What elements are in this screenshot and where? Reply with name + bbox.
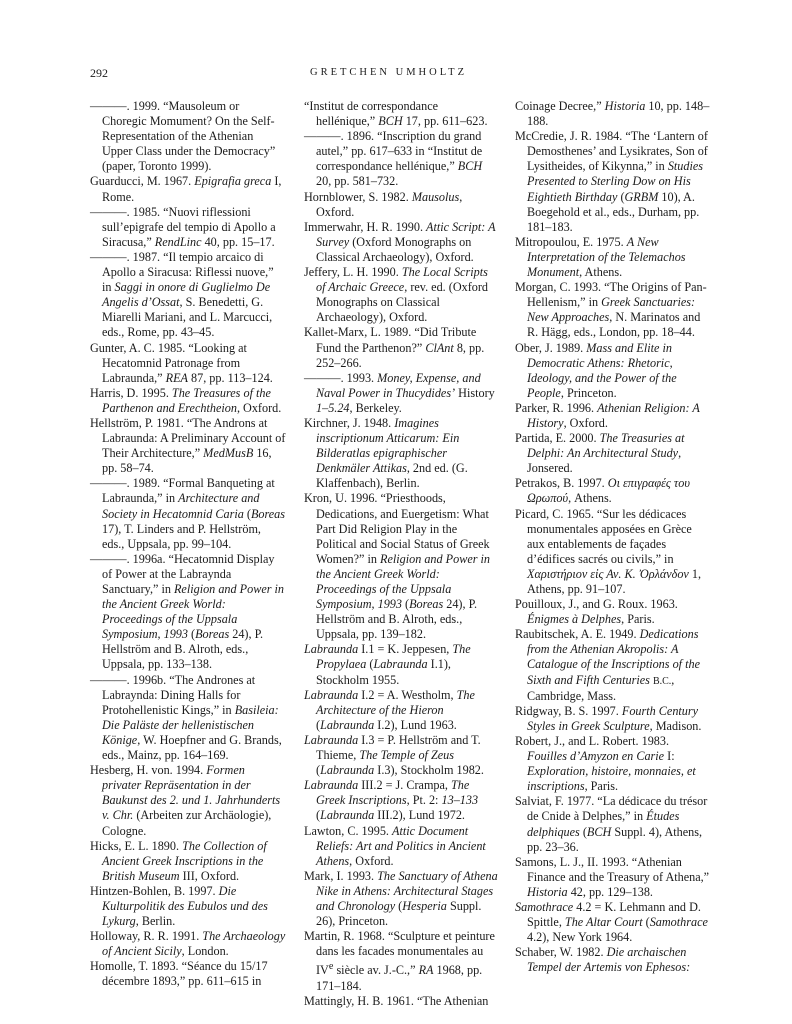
bibliography-entry: ———. 1989. “Formal Banqueting at Labraunda,” in Architecture and Society in Hecatomnid Caria (Boreas 17), T. Linders and P. Hellström, eds., Uppsala, pp. 99–104. <box>90 476 286 551</box>
bibliography-entry: ———. 1896. “Inscription du grand autel,” pp. 617–633 in “Institut de correspondance hellénique,” BCH 20, pp. 581–732. <box>304 129 483 189</box>
bibliography-entry: Coinage Decree,” Historia 10, pp. 148–188. <box>515 99 710 129</box>
bibliography-entry: Labraunda I.3 = P. Hellström and T. Thieme, The Temple of Zeus (Labraunda I.3), Stockholm 1982. <box>304 732 484 778</box>
bibliography-entry: Kron, U. 1996. “Priesthoods, Dedications, and Euergetism: What Part Did Religion Play in the Political and Social Status of Greek Women?” in Religion and Power in the Ancient Greek World: Proceedings of the Uppsala Symposium, 1993 (Boreas 24), P. Hellström and B. Alroth, eds., Uppsala, pp. 139–182. <box>304 491 491 642</box>
bibliography-entry: Harris, D. 1995. The Treasures of the Parthenon and Erechtheion, Oxford. <box>90 385 282 415</box>
bibliography-entry: Jeffery, L. H. 1990. The Local Scripts of Archaic Greece, rev. ed. (Oxford Monographs on Classical Archaeology), Oxford. <box>304 265 489 325</box>
bibliography-entry: Hintzen-Bohlen, B. 1997. Die Kulturpolitik des Eubulos und des Lykurg, Berlin. <box>90 883 268 929</box>
bibliography-entry: ———. 1987. “Il tempio arcaico di Apollo a Siracusa: Riflessi nuove,” in Saggi in onore di Guglielmo De Angelis d’Ossat, S. Benedetti, G. Miarelli Mariani, and L. Marcucci, eds., Rome, pp. 43–45. <box>90 249 274 340</box>
bibliography-entry: Labraunda III.2 = J. Crampa, The Greek Inscriptions, Pt. 2: 13–133 (Labraunda III.2), Lund 1972. <box>304 778 479 823</box>
bibliography-entry: Kallet-Marx, L. 1989. “Did Tribute Fund the Parthenon?” ClAnt 8, pp. 252–266. <box>304 325 485 370</box>
bibliography-entry: Guarducci, M. 1967. Epigrafia greca I, Rome. <box>90 174 282 204</box>
bibliography-entry: ———. 1996a. “Hecatomnid Display of Power at the Labraynda Sanctuary,” in Religion and Power in the Ancient Greek World: Proceedings of the Uppsala Symposium, 1993 (Boreas 24), P. Hellström and B. Alroth, eds., Uppsala, pp. 133–138. <box>90 551 284 672</box>
page-number: 292 <box>90 66 108 80</box>
bibliography-entry: Immerwahr, H. R. 1990. Attic Script: A Survey (Oxford Monographs on Classical Archaeology), Oxford. <box>304 219 496 264</box>
bibliography-entry: Gunter, A. C. 1985. “Looking at Hecatomnid Patronage from Labraunda,” REA 87, pp. 113–124. <box>90 340 273 385</box>
bibliography-entry: Labraunda I.1 = K. Jeppesen, The Propylaea (Labraunda I.1), Stockholm 1955. <box>304 642 471 687</box>
bibliography-entry: Hornblower, S. 1982. Mausolus, Oxford. <box>304 189 463 219</box>
bibliography-entry: Schaber, W. 1982. Die archaischen Tempel der Artemis von Ephesos: <box>515 945 691 975</box>
bibliography-entry: Mark, I. 1993. The Sanctuary of Athena Nike in Athens: Architectural Stages and Chronology (Hesperia Suppl. 26), Princeton. <box>304 868 498 929</box>
bibliography-column-3 <box>515 99 711 975</box>
bibliography-entry: Hellström, P. 1981. “The Androns at Labraunda: A Preliminary Account of Their Architecture,” MedMusB 16, pp. 58–74. <box>90 415 286 476</box>
bibliography-entry: Lawton, C. 1995. Attic Document Reliefs: Art and Politics in Ancient Athens, Oxford. <box>304 823 486 868</box>
bibliography-entry: Raubitschek, A. E. 1949. Dedications from the Athenian Akropolis: A Catalogue of the Inscriptions of the Sixth and Fifth Centuries B.C., Cambridge, Mass. <box>515 627 700 703</box>
bibliography-entry: Martin, R. 1968. “Sculpture et peinture dans les facades monumentales au IVe siècle av. J.-C.,” RA 1968, pp. 171–184. <box>304 929 495 993</box>
bibliography-entry: Kirchner, J. 1948. Imagines inscriptionum Atticarum: Ein Bilderatlas epigraphischer Denkmäler Attikas, 2nd ed. (G. Klaffenbach), Berlin. <box>304 415 468 491</box>
bibliography-entry: Pouilloux, J., and G. Roux. 1963. Énigmes à Delphes, Paris. <box>515 597 678 627</box>
bibliography-entry: Salviat, F. 1977. “La dédicace du trésor de Cnide à Delphes,” in Études delphiques (BCH Suppl. 4), Athens, pp. 23–36. <box>515 794 708 854</box>
bibliography-entry: Holloway, R. R. 1991. The Archaeology of Ancient Sicily, London. <box>90 929 286 959</box>
bibliography-entry: ———. 1999. “Mausoleum or Choregic Momument? On the Self-Representation of the Athenian Upper Class under the Democracy” (paper, Toronto 1999). <box>90 99 276 174</box>
bibliography-entry: Hicks, E. L. 1890. The Collection of Ancient Greek Inscriptions in the British Museum III, Oxford. <box>90 838 267 883</box>
bibliography-entry: Petrakos, B. 1997. Οι επιγραφές του Ωρωπού, Athens. <box>515 476 690 506</box>
bibliography-column-1 <box>90 99 286 990</box>
bibliography-entry: Partida, E. 2000. The Treasuries at Delphi: An Architectural Study, Jonsered. <box>515 431 685 476</box>
bibliography-entry: ———. 1993. Money, Expense, and Naval Power in Thucydides’ History 1–5.24, Berkeley. <box>304 370 495 415</box>
bibliography-entry: Parker, R. 1996. Athenian Religion: A History, Oxford. <box>515 400 700 430</box>
bibliography-entry: Samothrace 4.2 = K. Lehmann and D. Spittle, The Altar Court (Samothrace 4.2), New York 1964. <box>515 899 708 945</box>
bibliography-entry: Picard, C. 1965. “Sur les dédicaces monumentales apposées en Grèce aux entablements de façades d’édifices sacrés ou civils,” in Χαριστήριον εἰς Αν. Κ. Ὀρλάνδον 1, Athens, pp. 91–107. <box>515 506 702 596</box>
bibliography-entry: McCredie, J. R. 1984. “The ‘Lantern of Demosthenes’ and Lysikrates, Son of Lysitheides, of Kikynna,” in Studies Presented to Sterling Dow on His Eightieth Birthday (GRBM 10), A. Boegehold et al., eds., Durham, pp. 181–183. <box>515 129 708 234</box>
bibliography-entry: Robert, J., and L. Robert. 1983. Fouilles d’Amyzon en Carie I: Exploration, histoire, monnaies, et inscriptions, Paris. <box>515 733 696 794</box>
bibliography-entry: Ridgway, B. S. 1997. Fourth Century Styles in Greek Sculpture, Madison. <box>515 703 702 733</box>
bibliography-entry: ———. 1985. “Nuovi riflessioni sull’epigrafe del tempio di Apollo a Siracusa,” RendLinc 40, pp. 15–17. <box>90 204 276 249</box>
bibliography-entry: Mitropoulou, E. 1975. A New Interpretation of the Telemachos Monument, Athens. <box>515 234 686 280</box>
bibliography-column-2 <box>304 99 500 1009</box>
running-head: GRETCHEN UMHOLTZ <box>310 67 467 78</box>
bibliography-entry: Morgan, C. 1993. “The Origins of Pan-Hellenism,” in Greek Sanctuaries: New Approaches, N. Marinatos and R. Hägg, eds., London, pp. 18–44. <box>515 280 707 340</box>
bibliography-entry: “Institut de correspondance hellénique,” BCH 17, pp. 611–623. <box>304 99 488 129</box>
bibliography-entry: Mattingly, H. B. 1961. “The Athenian <box>304 993 489 1008</box>
bibliography-entry: Ober, J. 1989. Mass and Elite in Democratic Athens: Rhetoric, Ideology, and the Power of the People, Princeton. <box>515 340 677 400</box>
bibliography-entry: Hesberg, H. von. 1994. Formen privater Repräsentation in der Baukunst des 2. und 1. Jahrhunderts v. Chr. (Arbeiten zur Archäologie), Cologne. <box>90 763 281 838</box>
bibliography-entry: Labraunda I.2 = A. Westholm, The Architecture of the Hieron (Labraunda I.2), Lund 1963. <box>304 687 475 732</box>
bibliography-entry: Homolle, T. 1893. “Séance du 15/17 décembre 1893,” pp. 611–615 in <box>90 959 268 989</box>
bibliography-entry: ———. 1996b. “The Andrones at Labraynda: Dining Halls for Protohellenistic Kings,” in Basileia: Die Paläste der hellenistischen Könige, W. Hoepfner and G. Brands, eds., Mainz, pp. 164–169. <box>90 672 282 763</box>
bibliography-entry: Samons, L. J., II. 1993. “Athenian Finance and the Treasury of Athena,” Historia 42, pp. 129–138. <box>515 854 710 899</box>
